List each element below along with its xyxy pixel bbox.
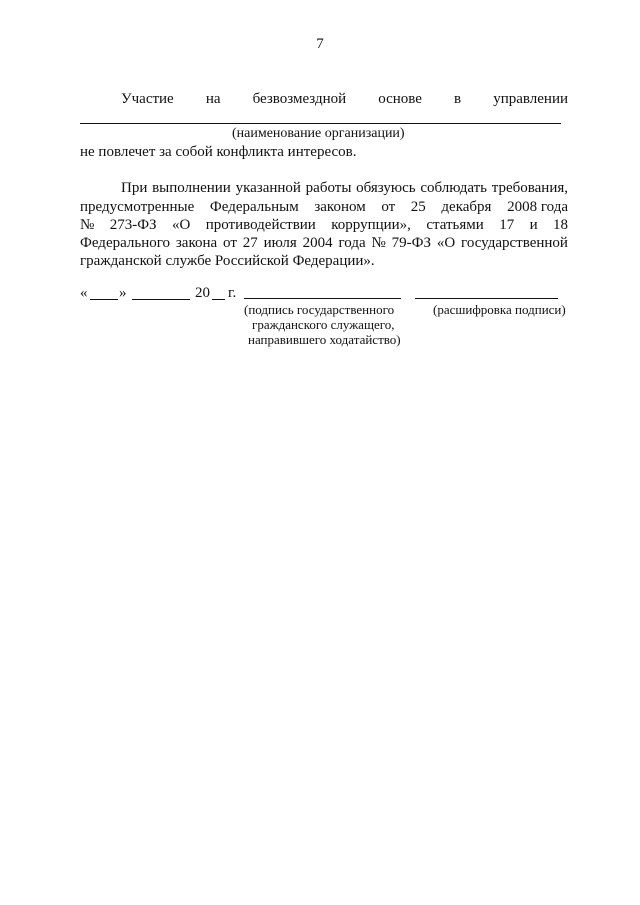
page-number: 7 [316,36,324,52]
word: Участие [121,91,174,107]
word: коррупции», [331,217,411,233]
year-prefix: 20 [195,285,210,301]
word: на [205,91,221,107]
date-open-quote: « [80,285,88,301]
organization-name-blank-line [80,123,561,124]
signature-decoding-caption: (расшифровка подписи) [433,302,566,317]
word: 79-ФЗ [391,235,432,251]
organization-name-caption: (наименование организации) [232,126,405,141]
word: управлении [493,91,568,107]
word: основе [378,91,422,107]
word: от [223,235,237,251]
word: 18 [553,217,568,233]
word: декабря [441,199,492,215]
word: 273-ФЗ [109,217,157,233]
word: 17 [499,217,515,233]
signature-caption-line-2: гражданского служащего, [252,317,395,332]
signature-caption-line-3: направившего ходатайство) [248,332,401,347]
signature-caption-line-1: (подпись государственного [244,302,395,317]
word: 27 [242,235,258,251]
word: 25 [410,199,426,215]
obligation-line-1: При выполнении указанной работы обязуюсь соблюдать требования, [121,180,568,196]
obligation-line-5: гражданской службе Российской Федерации». [80,253,375,269]
date-close-quote: » [119,285,127,301]
month-blank-line [132,299,190,300]
word: законом [314,199,366,215]
word: в [454,91,462,107]
signature-decoding-blank-line [415,298,558,299]
word: статьями [426,217,484,233]
word: «О [171,217,191,233]
word: государственной [461,235,568,251]
word: предусмотренные [80,199,195,215]
word: № [371,235,386,251]
word: Федерального [80,235,171,251]
word: Федеральным [209,199,299,215]
word: «О [436,235,456,251]
word: и [529,217,538,233]
word: безвозмездной [252,91,347,107]
word: противодействии [205,217,316,233]
obligation-line-2 [80,198,568,217]
word: 2004 [302,235,333,251]
obligation-line-3 [80,216,568,235]
year-blank-line [212,299,225,300]
word: года [338,235,366,251]
word: от [381,199,396,215]
word: закона [175,235,218,251]
obligation-line-4 [80,234,568,253]
day-blank-line [90,299,118,300]
signature-blank-line [244,298,401,299]
participation-line [121,90,568,109]
word: июля [263,235,297,251]
word: № [80,217,95,233]
word: 2008 года [507,199,568,215]
year-suffix: г. [228,285,237,301]
no-conflict-line: не повлечет за собой конфликта интересов. [80,144,357,160]
